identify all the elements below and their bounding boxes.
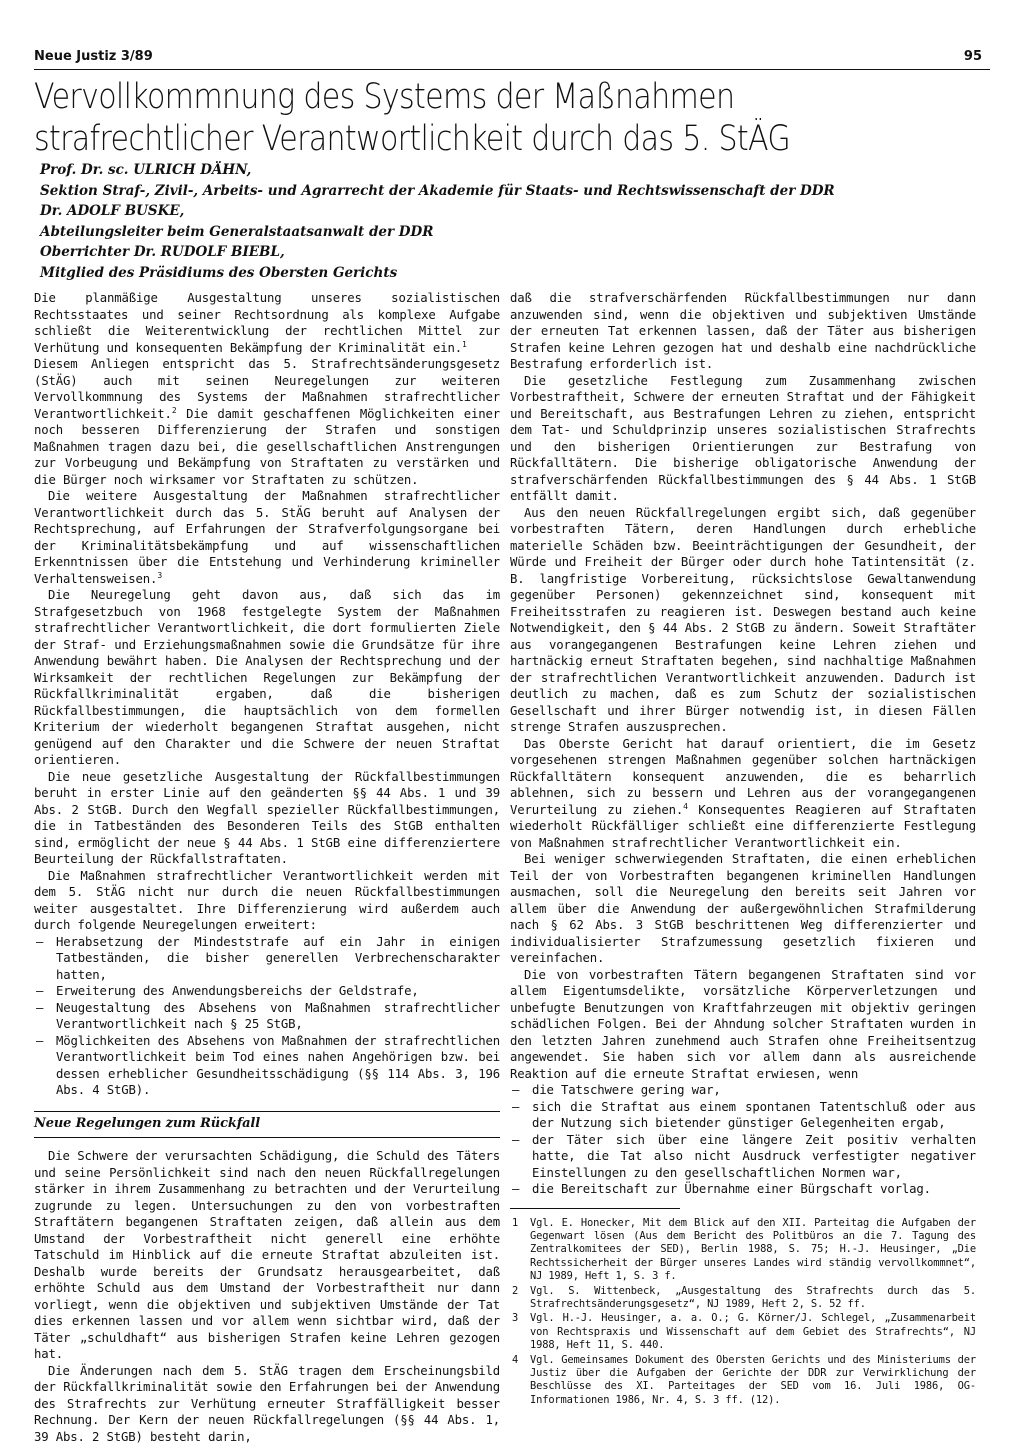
list-item: – sich die Straftat aus einem spontanen Tatentschluß oder aus der Nutzung sich bietender günstiger Gelegenheiten ergab, <box>510 1099 976 1132</box>
list-item: – Erweiterung des Anwendungsbereichs der Geldstrafe, <box>34 983 500 1000</box>
list-item: – die Bereitschaft zur Übernahme einer Bürgschaft vorlag. <box>510 1181 976 1198</box>
paragraph: Die Maßnahmen strafrechtlicher Verantwortlichkeit werden mit dem 5. StÄG nicht nur durch die neuen Rückfallbestimmungen weiter ausgestaltet. Ihre Differenzierung wird außerdem auch durch folgende Neuregelungen erweitert: <box>34 868 500 932</box>
paragraph: Die Schwere der verursachten Schädigung, die Schuld des Täters und seine Persönlichkeit sind nach den neuen Rückfallregelungen stärker in ihrem Zusammenhang zu betrachten und der Verurteilung zugrunde zu legen. Untersuchungen zu den von vorbestraften Straftätern begangenen Straftaten zeigen, daß allein aus dem Umstand der Vorbestraftheit nicht generell eine erhöhte Tatschuld im Hinblick auf die erneute Straftat abzuleiten ist. Deshalb wurde bereits der Grundsatz herausgearbeitet, daß erhöhte Schuld aus dem Umstand der Vorbestraftheit nur dann vorliegt, wenn die objektiven und subjektiven Umstände der Tat dies erkennen lassen und vor allem wenn sichtbar wird, daß der Täter „schuldhaft“ aus bisherigen Strafen keine Lehren gezogen hat. <box>34 1149 500 1361</box>
paragraph: Die von vorbestraften Tätern begangenen Straftaten sind vor allem Eigentumsdelikte, vorsätzliche Körperverletzungen und unbefugte Benutzungen von Kraftfahrzeugen mit objektiv geringen schädlichen Folgen. Bei der Ahndung solcher Straftaten wurden in den letzten Jahren zunehmend auch Strafen ohne Freiheitsentzug angewendet. Sie haben sich vor allem dann als ausreichende Reaktion auf die erneute Straftat erwiesen, wenn <box>510 967 976 1081</box>
paragraph: Aus den neuen Rückfallregelungen ergibt sich, daß gegenüber vorbestraften Tätern, deren Handlungen durch erhebliche materielle Schäden bzw. Beeinträchtigungen der Gesundheit, der Würde und Freiheit der Bürger oder durch hohe Tatintensität (z. B. langfristige Vorbereitung, rücksichtslose Gewaltanwendung gegenüber Personen) gekennzeichnet sind, konsequent mit Freiheitsstrafen zu reagieren ist. Deswegen bestand auch keine Notwendigkeit, den § 44 Abs. 2 StGB zu ändern. Soweit Straftäter aus vorangegangenen Bestrafungen keine Lehren ziehen und hartnäckig erneut Straftaten begehen, sind nachhaltige Maßnahmen der strafrechtlichen Verantwortlichkeit anzuwenden. Dadurch ist deutlich zu machen, daß es zum Schutz der sozialistischen Gesellschaft und ihrer Bürger notwendig ist, in diesen Fällen strenge Strafen auszusprechen. <box>510 505 976 734</box>
paragraph: Die neue gesetzliche Ausgestaltung der Rückfallbestimmungen beruht in erster Linie auf den geänderten §§ 44 Abs. 1 und 39 Abs. 2 StGB. Durch den Wegfall spezieller Rückfallbestimmungen, die in Tatbeständen des Besonderen Teils des StGB enthalten sind, ermöglicht der neue § 44 Abs. 1 StGB eine differenziertere Beurteilung der Rückfallstraftaten. <box>34 769 500 866</box>
paragraph: Bei weniger schwerwiegenden Straftaten, die einen erheblichen Teil der von Vorbestraften begangenen kriminellen Handlungen ausmachen, soll die Neuregelung den bereits seit Jahren vor allem über die Anwendung der außergewöhnlichen Strafmilderung nach § 62 Abs. 3 StGB beschrittenen Weg differenzierter und individualisierter Strafzumessung gesetzlich fixieren und vereinfachen. <box>510 852 976 965</box>
footnote: 4 Vgl. Gemeinsames Dokument des Obersten Gerichts und des Ministeriums der Justiz über die Aufgaben der Gerichte der DDR zur Verwirklichung der Beschlüsse des XI. Parteitages der SED vom 16. Juli 1986, OG-Informationen 1986, Nr. 4, S. 3 ff. (12). <box>512 1353 976 1406</box>
footnote: 2 Vgl. S. Wittenbeck, „Ausgestaltung des Strafrechts durch das 5. Strafrechtsänderungsgesetz“, NJ 1989, Heft 2, S. 52 ff. <box>512 1284 976 1310</box>
author-name: Dr. ADOLF BUSKE, <box>40 203 185 219</box>
title-line-1: Vervollkommnung des Systems der Maßnahmen <box>34 77 735 117</box>
title-line-2: strafrechtlicher Verantwortlichkeit durch das 5. StÄG <box>34 119 791 159</box>
paragraph: Die gesetzliche Festlegung zum Zusammenhang zwischen Vorbestraftheit, Schwere der erneuten Straftat und der Fähigkeit und Bereitschaft, aus Bestrafungen Lehren zu ziehen, entspricht dem Tat- und Schuldprinzip unseres sozialistischen Strafrechts und den bisherigen Orientierungen zur Bestrafung von Rückfalltätern. Die bisherige obligatorische Anwendung der strafverschärfenden Rückfallbestimmungen des § 44 Abs. 1 StGB entfällt damit. <box>510 373 976 503</box>
page-number: 95 <box>963 49 982 64</box>
author-affiliation: Sektion Straf-, Zivil-, Arbeits- und Agrarrecht der Akademie für Staats- und Rechtswissenschaft der DDR <box>40 182 835 199</box>
footnote-ref: 1 <box>461 339 467 349</box>
footnote-divider <box>510 1208 680 1209</box>
author-affiliation: Abteilungsleiter beim Generalstaatsanwalt der DDR <box>40 223 434 240</box>
left-column <box>34 290 500 1445</box>
footnote-ref: 3 <box>157 570 162 580</box>
paragraph: Die weitere Ausgestaltung der Maßnahmen strafrechtlicher Verantwortlichkeit durch das 5. StÄG beruht auf Analysen der Rechtsprechung, auf Erfahrungen der Strafverfolgungsorgane bei der Kriminalitätsbekämpfung und auf wissenschaftlichen Erkenntnissen über die Entstehung und Verhinderung krimineller Verhaltensweisen.$^3$ <box>34 489 500 586</box>
author-name: Prof. Dr. sc. ULRICH DÄHN, <box>40 162 252 178</box>
conditions-list <box>510 1082 976 1198</box>
list-item: – Möglichkeiten des Absehens von Maßnahmen der strafrechtlichen Verantwortlichkeit beim Tod eines nahen Angehörigen bzw. bei dessen erheblicher Gesundheitsschädigung (§§ 114 Abs. 3, 196 Abs. 4 StGB). <box>34 1033 500 1099</box>
footnote: 1 Vgl. E. Honecker, Mit dem Blick auf den XII. Parteitag die Aufgaben der Gegenwart lösen (Aus dem Bericht des Politbüros an die 7. Tagung des Zentralkomitees der SED), Berlin 1988, S. 75; H.-J. Heusinger, „Die Rechtssicherheit der Bürger unseres Landes wird ständig vervollkommnet“, NJ 1989, Heft 1, S. 3 f. <box>512 1216 976 1283</box>
list-item: – Herabsetzung der Mindeststrafe auf ein Jahr in einigen Tatbeständen, die bisher generellen Verbrechenscharakter hatten, <box>34 934 500 984</box>
paragraph: daß die strafverschärfenden Rückfallbestimmungen nur dann anzuwenden sind, wenn die objektiven und subjektiven Umstände der erneuten Tat erkennen lassen, daß der Täter aus bisherigen Strafen keine Lehren gezogen hat und deshalb eine nachdrückliche Bestrafung erforderlich ist. <box>510 291 976 371</box>
list-item: – der Täter sich über eine längere Zeit positiv verhalten hatte, die Tat also nicht Ausdruck verfestigter negativer Einstellungen zu den gesellschaftlichen Normen war, <box>510 1132 976 1182</box>
footnote-ref: 4 <box>683 801 688 811</box>
right-column <box>510 290 976 1408</box>
list-item: – Neugestaltung des Absehens von Maßnahmen strafrechtlicher Verantwortlichkeit nach § 25 StGB, <box>34 1000 500 1033</box>
article-title <box>34 76 860 160</box>
paragraph: Das Oberste Gericht hat darauf orientiert, die im Gesetz vorgesehenen strengen Maßnahmen gegenüber solchen hartnäckigen Rückfalltätern konsequent anzuwenden, die es beharrlich ablehnen, sich zu bessern und Lehren aus der vorangegangenen Verurteilung zu ziehen.$^4$ Konsequentes Reagieren auf Straftaten wiederholt Rückfälliger schließt eine differenzierte Festlegung von Maßnahmen strafrechtlicher Verantwortlichkeit ein. <box>510 736 976 850</box>
paragraph: Die Änderungen nach dem 5. StÄG tragen dem Erscheinungsbild der Rückfallkriminalität sowie den Erfahrungen bei der Anwendung des Strafrechts zur Verhütung erneuter Straffälligkeit besser Rechnung. Der Kern der neuen Rückfallregelungen (§§ 44 Abs. 1, 39 Abs. 2 StGB) besteht darin, <box>34 1363 500 1444</box>
author-affiliation: Mitglied des Präsidiums des Obersten Gerichts <box>40 264 398 281</box>
list-item: – die Tatschwere gering war, <box>510 1082 976 1099</box>
section-heading: Neue Regelungen zum Rückfall <box>34 1111 500 1139</box>
paragraph: Die planmäßige Ausgestaltung unseres sozialistischen Rechtsstaates und seiner Rechtsordnung als komplexe Aufgabe schließt die Weiterentwicklung der rechtlichen Mittel zur Verhütung und konsequenten Bekämpfung der Kriminalität ein.$^1$ <box>34 291 500 355</box>
journal-issue: Neue Justiz 3/89 <box>34 49 153 64</box>
paragraph: Diesem Anliegen entspricht das 5. Strafrechtsänderungsgesetz (StÄG) auch mit seinen Neuregelungen zur weiteren Vervollkommnung des Systems der Maßnahmen strafrechtlicher Verantwortlichkeit.$^2$ Die damit geschaffenen Möglichkeiten einer noch besseren Differenzierung der Strafen und sonstigen Maßnahmen tragen dazu bei, die gesellschaftlichen Anstrengungen zur Vorbeugung und Bekämpfung von Straftaten zu verstärken und die Bürger noch wirksamer vor Straftaten zu schützen. <box>34 357 500 487</box>
paragraph: Die Neuregelung geht davon aus, daß sich das im Strafgesetzbuch von 1968 festgelegte System der Maßnahmen strafrechtlicher Verantwortlichkeit, die dort formulierten Ziele der Straf- und Erziehungsmaßnahmen sowie die Grundsätze für ihre Anwendung bewährt haben. Die Analysen der Rechtsprechung und der Wirksamkeit der rechtlichen Regelungen zur Bekämpfung der Rückfallkriminalität ergaben, daß die bisherigen Rückfallbestimmungen, die hauptsächlich von dem formellen Kriterium der wiederholt begangenen Straftat ausgehen, nicht genügend auf den Charakter und die Schwere der neuen Straftat orientieren. <box>34 588 500 767</box>
author-block <box>40 160 920 283</box>
author-name: Oberrichter Dr. RUDOLF BIEBL, <box>40 244 285 260</box>
footnote: 3 Vgl. H.-J. Heusinger, a. a. O.; G. Körner/J. Schlegel, „Zusammenarbeit von Rechtspraxis und Wissenschaft auf dem Gebiet des Strafrechts“, NJ 1988, Heft 11, S. 440. <box>512 1312 976 1352</box>
footnotes <box>510 1217 976 1408</box>
running-head <box>34 47 990 70</box>
footnote-ref: 2 <box>171 405 177 415</box>
measures-list <box>34 934 500 1099</box>
